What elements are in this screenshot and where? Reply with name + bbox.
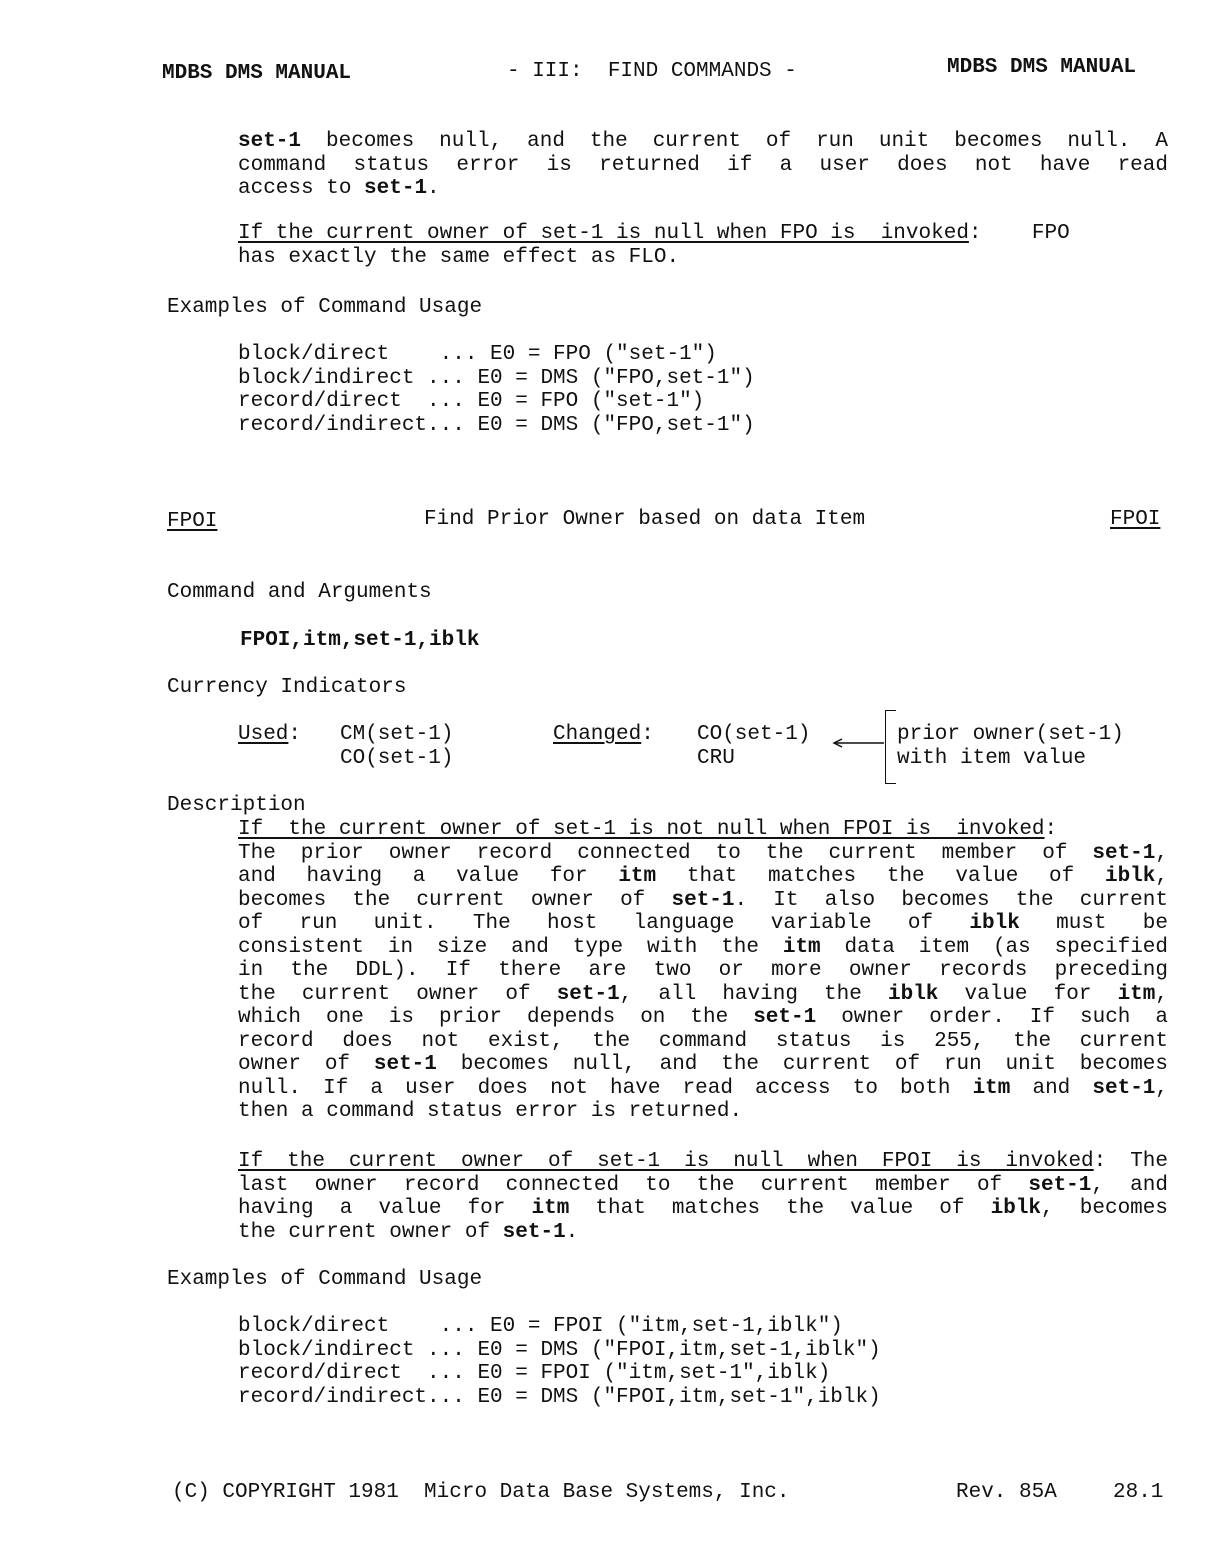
footer-copyright: (C) COPYRIGHT 1981 Micro Data Base Systems, Inc.: [172, 1481, 790, 1504]
used-cm: CM(set-1): [340, 723, 454, 746]
changed-note-2: with item value: [897, 747, 1087, 770]
desc-line: the current owner of set-1, all having the iblk value for itm,: [238, 982, 1168, 1006]
fpo-null-condition: If the current owner of set-1 is null when FPO is invoked: [238, 222, 969, 245]
fpo-null-paragraph: [238, 222, 1168, 269]
examples-list-1: [238, 343, 1168, 437]
description-heading: Description: [167, 794, 306, 817]
desc-line: owner of set-1 becomes null, and the current of run unit becomes: [238, 1053, 1169, 1076]
left-arrow-icon: [832, 738, 884, 750]
examples-heading-2: Examples of Command Usage: [167, 1268, 483, 1291]
desc-line: record does not exist, the command status is 255, the current: [238, 1029, 1168, 1053]
header-right: MDBS DMS MANUAL: [947, 56, 1137, 79]
header-center: - III: FIND COMMANDS -: [507, 60, 797, 83]
used-label: Used:: [238, 723, 302, 746]
desc-line: which one is prior depends on the set-1 owner order. If such a: [238, 1006, 1168, 1029]
desc-null-line: having a value for itm that matches the value of iblk, becomes: [238, 1197, 1168, 1220]
used-co: CO(set-1): [340, 747, 454, 770]
fpo-cont-line-3: access to set-1.: [238, 177, 440, 200]
desc-line: of run unit. The host language variable of iblk must be: [238, 912, 1169, 935]
desc-line: and having a value for itm that matches the value of iblk,: [238, 865, 1168, 888]
example-line: record/indirect... E0 = DMS ("FPOI,itm,set-1",iblk): [238, 1385, 881, 1409]
desc-condition-null: If the current owner of set-1 is null when FPOI is invoked: [238, 1150, 1094, 1173]
desc-line: in the DDL). If there are two or more owner records preceding: [238, 959, 1168, 982]
desc-line: becomes the current owner of set-1. It also becomes the current: [238, 888, 1168, 912]
desc-condition-notnull: If the current owner of set-1 is not null when FPOI is invoked: [238, 818, 1045, 841]
desc-null-line: If the current owner of set-1 is null when FPOI is invoked: The: [238, 1150, 1169, 1173]
fpo-cont-line-1: set-1 becomes null, and the current of run unit becomes null. A: [238, 130, 1168, 153]
command-syntax: FPOI,itm,set-1,iblk: [240, 629, 480, 652]
desc-line: consistent in size and type with the itm data item (as specified: [238, 935, 1168, 959]
footer-page-number: 28.1: [1113, 1481, 1164, 1504]
changed-label: Changed:: [553, 723, 654, 746]
examples-list-2: [238, 1315, 1168, 1409]
desc-line: If the current owner of set-1 is not null when FPOI is invoked:: [238, 818, 1058, 841]
example-line: block/direct ... E0 = FPOI ("itm,set-1,iblk"): [238, 1315, 843, 1338]
fpoi-code-right: FPOI: [1110, 508, 1161, 531]
description-paragraph-2: [238, 1150, 1168, 1244]
desc-line: The prior owner record connected to the current member of set-1,: [238, 841, 1168, 865]
fpo-null-line-1: If the current owner of set-1 is null when FPO is invoked: FPO: [238, 222, 1070, 245]
changed-cru: CRU: [697, 747, 735, 770]
changed-co: CO(set-1): [697, 723, 811, 746]
bracket-icon: [885, 710, 896, 784]
example-line: block/direct ... E0 = FPO ("set-1"): [238, 343, 717, 366]
command-heading: Command and Arguments: [167, 581, 432, 604]
example-line: record/indirect... E0 = DMS ("FPO,set-1"): [238, 413, 755, 437]
fpo-null-line-2: has exactly the same effect as FLO.: [238, 245, 680, 269]
examples-heading-1: Examples of Command Usage: [167, 296, 483, 319]
desc-null-line: the current owner of set-1.: [238, 1220, 579, 1244]
example-line: block/indirect ... E0 = DMS ("FPOI,itm,set-1,iblk"): [238, 1338, 881, 1362]
fpoi-code-left: FPOI: [167, 510, 218, 533]
desc-null-line: last owner record connected to the current member of set-1, and: [238, 1173, 1168, 1197]
footer-revision: Rev. 85A: [956, 1481, 1057, 1504]
desc-line: null. If a user does not have read access to both itm and set-1,: [238, 1076, 1169, 1100]
example-line: block/indirect ... E0 = DMS ("FPO,set-1"): [238, 366, 755, 390]
fpoi-title: Find Prior Owner based on data Item: [424, 508, 866, 531]
desc-line: then a command status error is returned.: [238, 1100, 743, 1123]
changed-note-1: prior owner(set-1): [897, 723, 1124, 746]
description-paragraph-1: [238, 818, 1168, 1124]
example-line: record/direct ... E0 = FPOI ("itm,set-1",iblk): [238, 1362, 831, 1385]
fpo-continuation: [238, 130, 1168, 201]
fpo-cont-line-2: command status error is returned if a user does not have read: [238, 153, 1168, 177]
example-line: record/direct ... E0 = FPO ("set-1"): [238, 390, 705, 413]
header-left: MDBS DMS MANUAL: [162, 62, 352, 85]
currency-heading: Currency Indicators: [167, 676, 407, 699]
